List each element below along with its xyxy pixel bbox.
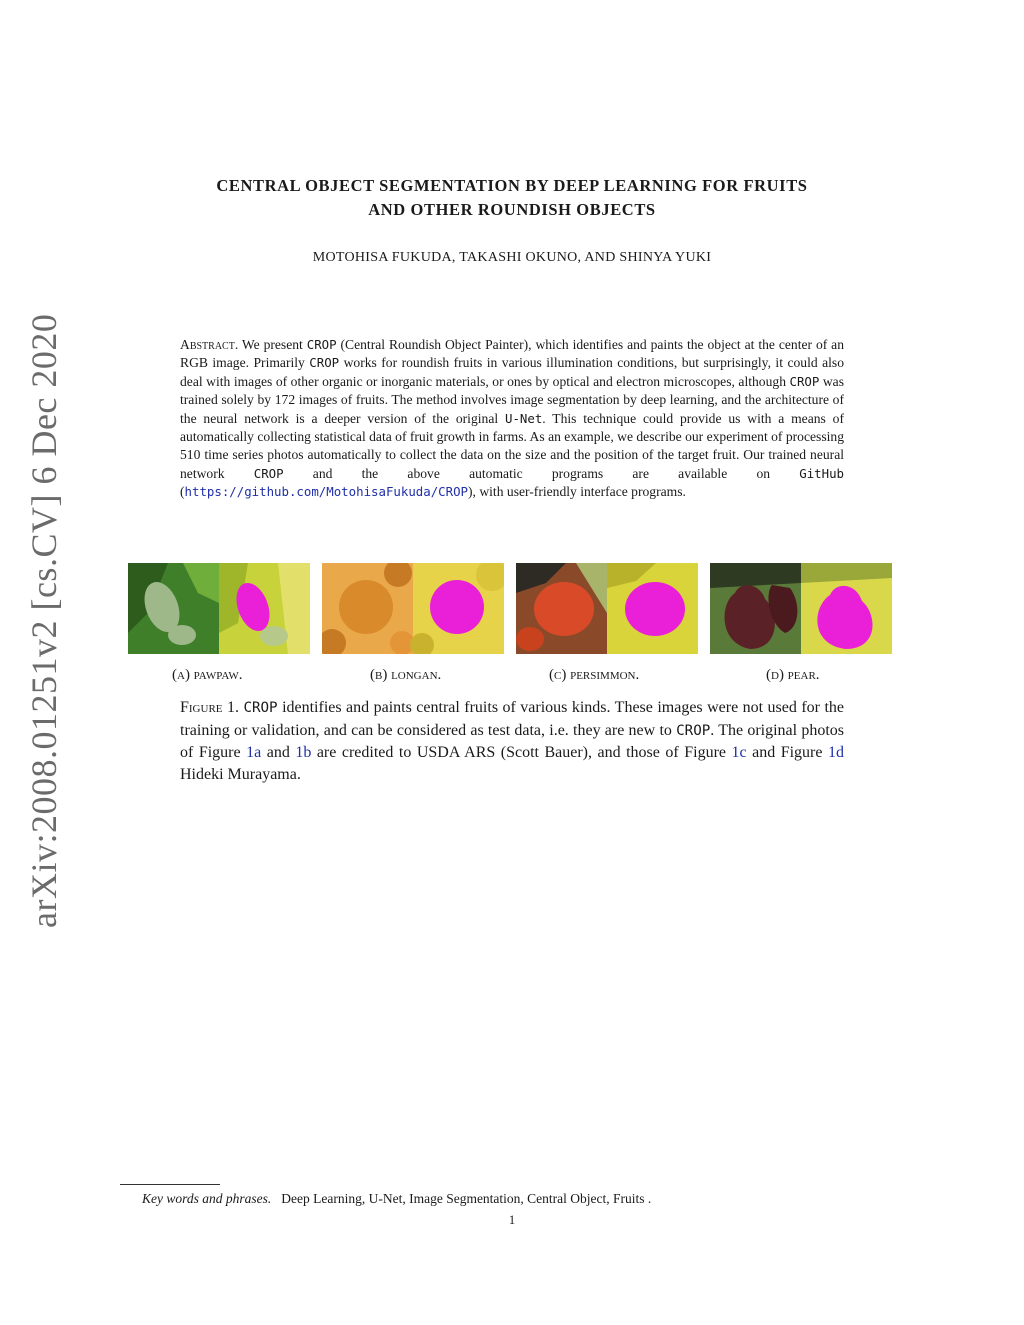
abstract-text: was trained solely by 172 images of fruits. The method involves image segmentation by deep learning, and the architecture of the neural network is a deeper version of the original [180,373,844,426]
subfigure-label-d [766,667,820,684]
figure-caption [180,697,844,786]
subfigure-caption: (c) persimmon. [549,667,640,683]
subfigure-label-a [172,667,243,684]
github-url-link[interactable]: https://github.com/MotohisaFukuda/CROP [184,484,469,500]
figure-pawpaw-image [128,563,310,654]
persimmon-fruit [534,582,594,636]
figure-ref-link[interactable]: 1b [295,744,312,762]
abstract-text: works for roundish fruits in various illumination conditions, but surprisingly, it could also deal with images of other organic or inorganic materials, or ones by optical and electron microscopes, although [180,355,845,389]
figure-pear-image [710,563,892,654]
footnote-label: Key words and phrases. [142,1191,272,1206]
title-line-1: CENTRAL OBJECT SEGMENTATION BY DEEP LEARNING FOR FRUITS [216,176,808,195]
code-term: GitHub [799,465,844,481]
authors: MOTOHISA FUKUDA, TAKASHI OKUNO, AND SHINYA YUKI [312,250,712,265]
abstract-label: Abstract. [180,337,239,352]
caption-text: identifies and paints central fruits of various kinds. These images were not used for the training or validation, and can be considered as test data, i.e. they are new to [180,699,845,739]
page-number: 1 [508,1213,516,1227]
caption-text: and [261,744,296,762]
code-term: CROP [309,355,340,371]
code-term: CROP [306,337,337,352]
caption-text: . The original photos of Figure [180,721,844,762]
code-term: CROP [676,722,711,739]
pawpaw-fruit [168,625,196,645]
subfigure-label-c [549,667,639,684]
caption-text: are credited to USDA ARS (Scott Bauer), and those of Figure [311,744,732,762]
abstract-text: ( [180,484,185,500]
segmentation-mask [625,582,685,636]
footnote-rule [120,1184,220,1185]
paper-title [0,174,1024,222]
figure-ref-link[interactable]: 1a [246,744,262,762]
longan-fruit [339,580,393,634]
footnote [142,1191,651,1207]
abstract-text: (Central Roundish Object Painter), which identifies and paints the object at the center of an RGB image. Primarily [180,337,845,371]
code-term: CROP [253,465,284,481]
figure-label: Figure 1. [180,699,239,716]
code-term: CROP [243,700,278,716]
title-line-2: AND OTHER ROUNDISH OBJECTS [368,200,656,219]
subfigure-label-b [370,667,441,684]
subfigure-caption: (a) pawpaw. [172,667,243,683]
subfigure-caption: (b) longan. [370,667,442,683]
caption-text: and Figure [746,744,828,762]
abstract-text: We present [238,337,307,352]
arxiv-identifier-stamp: arXiv:2008.01251v2 [cs.CV] 6 Dec 2020 [24,313,64,928]
footnote-text: Deep Learning, U-Net, Image Segmentation, Central Object, Fruits . [281,1191,652,1206]
abstract-text: . This technique could provide us with a means of automatically collecting statistical data of fruit growth in farms. As an example, we describe our experiment of processing 510 time series photos automatically to collect the data on the size and the position of the target fruit. Our trained neural network [180,410,844,481]
segmentation-mask [430,580,484,634]
abstract-text: ), with user-friendly interface programs. [468,484,686,500]
figure-persimmon-image [516,563,698,654]
abstract [180,336,844,502]
figure-ref-link[interactable]: 1c [731,744,747,762]
code-term: U-Net [504,410,543,426]
abstract-text: and the above automatic programs are available on [283,465,800,481]
figure-ref-link[interactable]: 1d [828,744,844,762]
figure-longan-image [322,563,504,654]
caption-text: Hideki Murayama. [180,766,301,784]
subfigure-caption: (d) pear. [766,667,820,683]
code-term: CROP [789,373,820,389]
